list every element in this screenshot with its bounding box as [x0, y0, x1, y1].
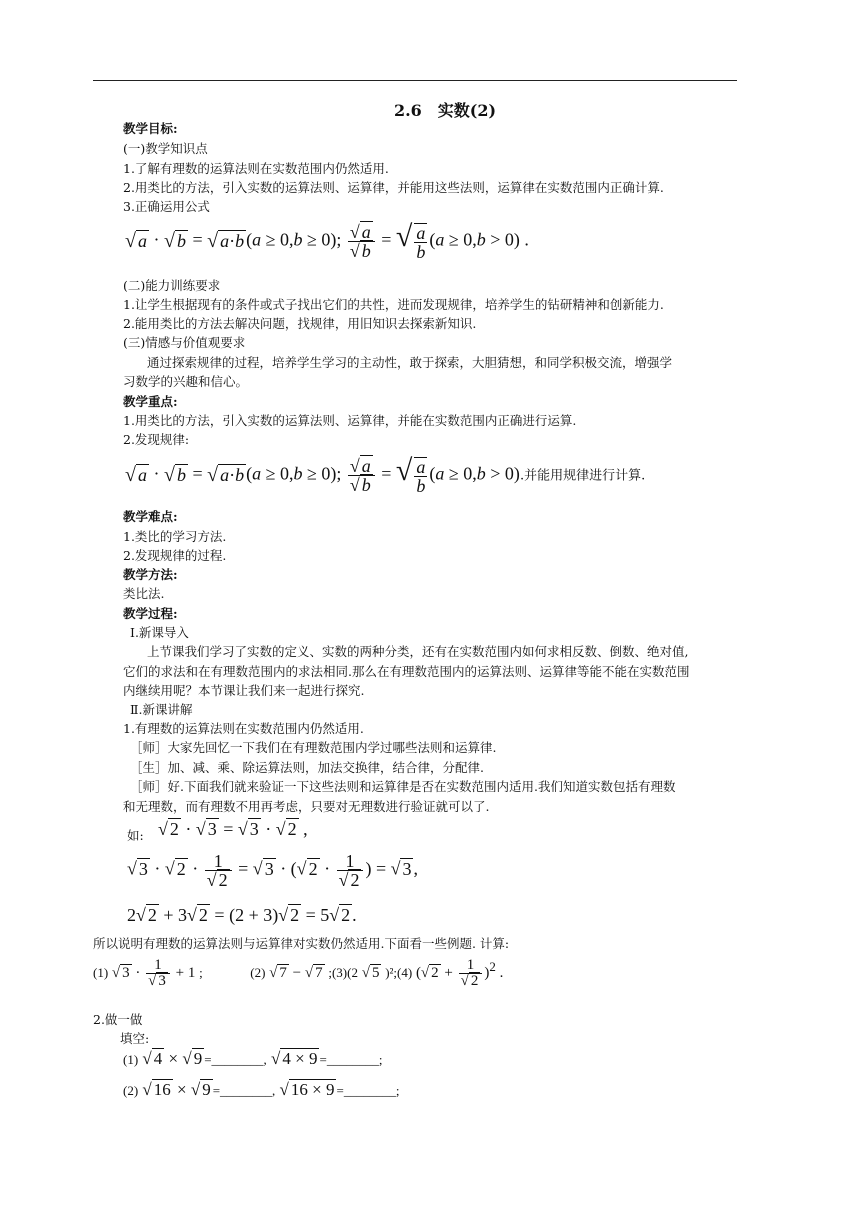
intro-para-line2: 它们的求法和在有理数范围内的求法相同.那么在有理数范围内的运算法则、运算律等能不能在实数范围 [123, 664, 690, 679]
exercise-list: (1) √ 3 · $\frac{1}{√ 3}$ + 1 ; (2) √ 7 − √ 7 ;(3)(2 √ 5 )²;(4) (√ 2 + $\frac{1}{√ 2}$ )$^2$ . [93, 957, 504, 989]
key-heading: 教学重点: [123, 394, 178, 409]
student-line: ［生］加、减、乘、除运算法则，加法交换律，结合律，分配律. [130, 760, 484, 775]
formula-sqrt-product: √ a · √ b = √ a·b (a ≥ 0,b ≥ 0); $\frac{√ a}{√ b}$ = √ $\frac{a}{b}$ (a ≥ 0,b > 0) . [125, 220, 529, 262]
difficulty-heading: 教学难点: [123, 509, 178, 524]
example-eq-2: √ 3 · √ 2 · $\frac{1}{√ 2}$ = √ 3 · (√ 2 · $\frac{1}{√ 2}$ ) = √ 3 , [127, 851, 418, 890]
intro-para-line3: 内继续用呢？本节课让我们来一起进行探究. [123, 683, 365, 698]
intro-para-line1: 上节课我们学习了实数的定义、实数的两种分类，还有在实数范围内如何求相反数、倒数、绝对值, [147, 644, 689, 659]
knowledge-heading: (一)教学知识点 [123, 141, 208, 156]
header-rule [93, 80, 737, 81]
teacher-line-2a: ［师］好.下面我们就来验证一下这些法则和运算律是否在实数范围内适用.我们知道实数包括有理数 [130, 779, 676, 794]
fill-row-1: (1) √ 4 × √ 9 =________, √ 4 × 9 =________; [123, 1049, 383, 1068]
process-heading: 教学过程: [123, 606, 178, 621]
difficulty-item-1: 1.类比的学习方法. [123, 529, 227, 544]
teacher-line-1: ［师］大家先回忆一下我们在有理数范围内学过哪些法则和运算律. [130, 740, 497, 755]
intro-heading: Ⅰ.新课导入 [130, 625, 189, 640]
fill-blank[interactable]: ________ [343, 1083, 396, 1098]
knowledge-item-1: 1.了解有理数的运算法则在实数范围内仍然适用. [123, 161, 389, 176]
ability-item-1: 1.让学生根据现有的条件或式子找出它们的共性，进而发现规律，培养学生的钻研精神和创新能力. [123, 297, 664, 312]
method-item: 类比法. [123, 586, 165, 601]
knowledge-item-2: 2.用类比的方法，引入实数的运算法则、运算律，并能用这些法则，运算律在实数范围内正确计算. [123, 180, 664, 195]
fill-blank-label: 填空: [120, 1031, 150, 1046]
example-eq-1: √ 2 · √ 3 = √ 3 · √ 2 , [158, 819, 308, 839]
example-eq-3: 2√ 2 + 3√ 2 = (2 + 3)√ 2 = 5√ 2 . [127, 905, 357, 925]
example-prefix: 如: [127, 828, 144, 843]
goals-heading: 教学目标: [123, 121, 178, 136]
fill-row-2: (2) √ 16 × √ 9 =________, √ 16 × 9 =________; [123, 1080, 400, 1099]
do-it-heading: 2.做一做 [93, 1012, 143, 1027]
emotion-heading: (三)情感与价值观要求 [123, 335, 246, 350]
new-item-1: 1.有理数的运算法则在实数范围内仍然适用. [123, 721, 364, 736]
teacher-line-2b: 和无理数，而有理数不用再考虑，只要对无理数进行验证就可以了. [123, 799, 490, 814]
fill-blank[interactable]: ________ [326, 1052, 379, 1067]
ability-heading: (二)能力训练要求 [123, 278, 221, 293]
key-item-1: 1.用类比的方法，引入实数的运算法则、运算律，并能在实数范围内正确进行运算. [123, 413, 577, 428]
formula-rule: √ a · √ b = √ a·b (a ≥ 0,b ≥ 0); $\frac{√ a}{√ b}$ = √ $\frac{a}{b}$ (a ≥ 0,b > 0).并能用规律进行计算. [125, 454, 646, 496]
page-title: 2.6 实数(2) [393, 101, 497, 120]
difficulty-item-2: 2.发现规律的过程. [123, 548, 227, 563]
method-heading: 教学方法: [123, 567, 178, 582]
fill-blank[interactable]: ________ [211, 1052, 264, 1067]
key-item-2: 2.发现规律: [123, 432, 190, 447]
new-lesson-heading: Ⅱ.新课讲解 [130, 702, 193, 717]
emotion-para-line1: 通过探索规律的过程，培养学生学习的主动性，敢于探索，大胆猜想，和同学积极交流，增强学 [147, 355, 673, 370]
knowledge-item-3: 3.正确运用公式 [123, 199, 210, 214]
conclusion-line: 所以说明有理数的运算法则与运算律对实数仍然适用.下面看一些例题. 计算: [93, 936, 510, 951]
ability-item-2: 2.能用类比的方法去解决问题，找规律，用旧知识去探索新知识. [123, 316, 477, 331]
key-item-2-tail: .并能用规律进行计算. [519, 468, 646, 484]
emotion-para-line2: 习数学的兴趣和信心。 [123, 374, 249, 389]
fill-blank[interactable]: ________ [220, 1083, 273, 1098]
